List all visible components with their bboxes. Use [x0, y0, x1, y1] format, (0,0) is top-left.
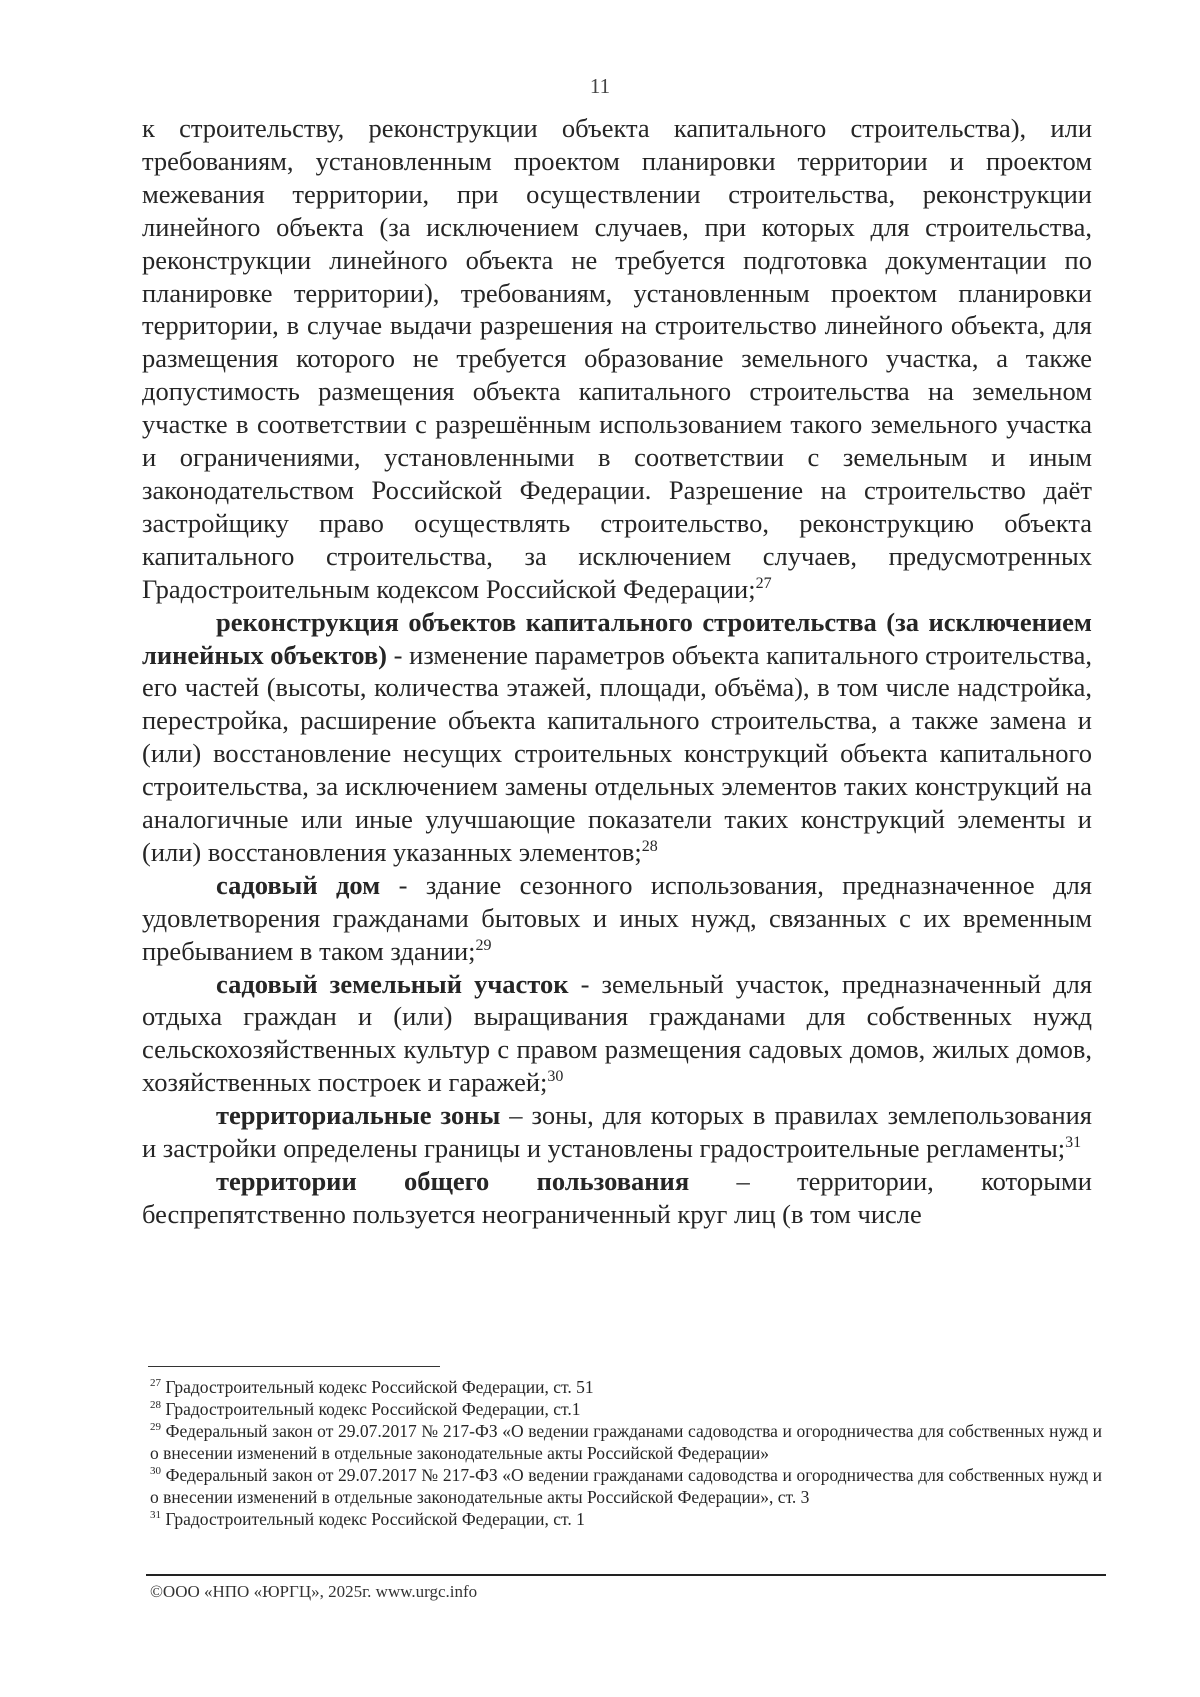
- footer-copyright: ©ООО «НПО «ЮРГЦ», 2025г. www.urgc.info: [150, 1582, 478, 1601]
- defined-term: территориальные зоны: [216, 1100, 501, 1131]
- page-number: 11: [589, 74, 611, 98]
- footnote-ref: 30: [547, 1068, 564, 1086]
- definition-territorial-zones: [142, 1099, 1092, 1165]
- definition-reconstruction: [142, 606, 1092, 869]
- footnote-number: 30: [150, 1465, 161, 1478]
- footnote-text: Градостроительный кодекс Российской Федерации, ст. 1: [161, 1509, 585, 1529]
- footnote-text: Федеральный закон от 29.07.2017 № 217-ФЗ «О ведении гражданами садоводства и огородничества для собственных нужд и о внесении изменений в отдельные законодательные акты Российской Федерации»: [150, 1421, 1102, 1463]
- footnote-ref: 28: [641, 838, 658, 856]
- footnote-number: 29: [150, 1421, 161, 1434]
- defined-term: реконструкция объектов капитального строительства (за исключением линейных объектов): [142, 606, 1092, 670]
- footnote-ref: 31: [1065, 1134, 1082, 1152]
- footnote-text: Градостроительный кодекс Российской Федерации, ст.1: [161, 1399, 581, 1419]
- definition-text: - изменение параметров объекта капитального строительства, его частей (высоты, количества этажей, площади, объёма), в том числе надстройка, перестройка, расширение объекта капитального строительства, а также замена и (или) восстановление несущих строительных конструкций объекта капитального строительства, за исключением замены отдельных элементов таких конструкций на аналогичные или иные улучшающие показатели таких конструкций элементы и (или) восстановления указанных элементов;: [142, 639, 1093, 867]
- definition-text: - здание сезонного использования, предназначенное для удовлетворения гражданами бытовых и иных нужд, связанных с их временным пребыванием в таком здании;: [142, 869, 1092, 966]
- paragraph-continuation: [142, 112, 1092, 606]
- paragraph-text: к строительству, реконструкции объекта капитального строительства), или требованиям, установленным проектом планировки территории и проектом межевания территории, при осуществлении строительства, реконструкции линейного объекта (за исключением случаев, при которых для строительства, реконструкции линейного объекта не требуется подготовка документации по планировке территории), требованиям, установленным проектом планировки территории, в случае выдачи разрешения на строительство линейного объекта, для размещения которого не требуется образование земельного участка, а также допустимость размещения объекта капитального строительства на земельном участке в соответствии с разрешённым использованием такого земельного участка и ограничениями, установленными в соответствии с земельным и иным законодательством Российской Федерации. Разрешение на строительство даёт застройщику право осуществлять строительство, реконструкцию объекта капитального строительства, за исключением случаев, предусмотренных Градостроительным кодексом Российской Федерации;: [142, 113, 1092, 604]
- definition-text: – зоны, для которых в правилах землепользования и застройки определены границы и установлены градостроительные регламенты;: [142, 1100, 1092, 1164]
- definition-text: - земельный участок, предназначенный для отдыха граждан и (или) выращивания гражданами для собственных нужд сельскохозяйственных культур с правом размещения садовых домов, жилых домов, хозяйственных построек и гаражей;: [142, 968, 1093, 1098]
- footnote: [150, 1398, 1102, 1420]
- defined-term: территории общего пользования: [216, 1166, 690, 1196]
- footnote-number: 31: [150, 1509, 161, 1522]
- definition-garden-plot: [142, 968, 1092, 1100]
- footnote-number: 28: [150, 1399, 161, 1412]
- footnote-separator: [148, 1366, 440, 1367]
- footnote-text: Градостроительный кодекс Российской Федерации, ст. 51: [161, 1377, 594, 1397]
- defined-term: садовый земельный участок: [216, 968, 569, 999]
- footnote-number: 27: [150, 1377, 161, 1390]
- footnote-text: Федеральный закон от 29.07.2017 № 217-ФЗ «О ведении гражданами садоводства и огородничества для собственных нужд и о внесении изменений в отдельные законодательные акты Российской Федерации», ст. 3: [150, 1465, 1102, 1507]
- footnote: [150, 1420, 1102, 1464]
- footnote: [150, 1376, 1102, 1398]
- footnotes: [150, 1376, 1102, 1530]
- definition-text: – территории, которыми беспрепятственно пользуется неограниченный круг лиц (в том числе: [142, 1166, 1092, 1229]
- footnote-ref: 29: [475, 936, 492, 954]
- footnote: [150, 1464, 1102, 1508]
- body-text: [142, 112, 1092, 1231]
- footer-separator: [146, 1574, 1106, 1576]
- definition-public-territories: [142, 1165, 1092, 1231]
- definition-garden-house: [142, 869, 1092, 968]
- footnote: [150, 1508, 1102, 1530]
- defined-term: садовый дом: [216, 869, 381, 900]
- footnote-ref: 27: [755, 574, 772, 592]
